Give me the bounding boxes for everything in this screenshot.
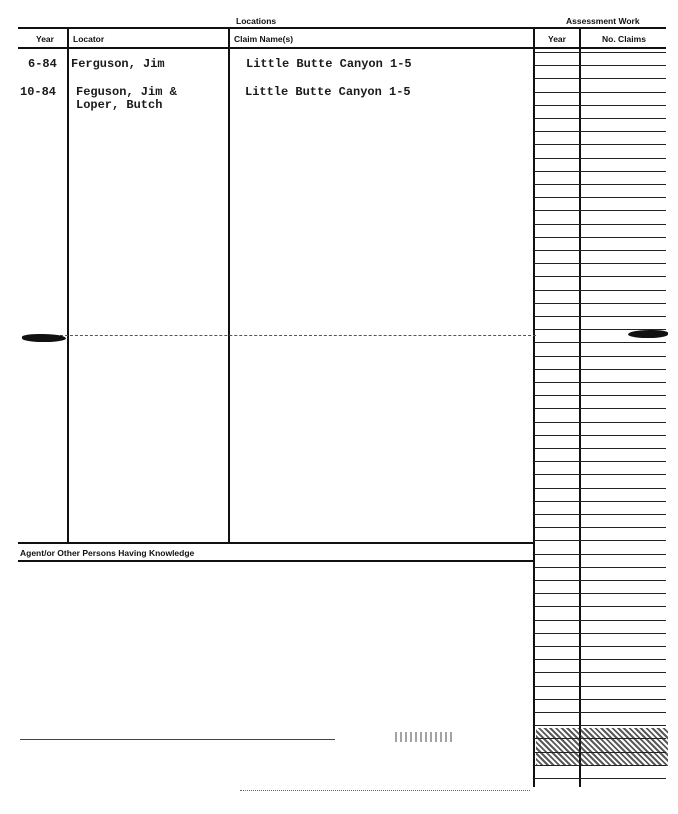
- assessment-row-line: [534, 224, 666, 225]
- assessment-row-line: [534, 659, 666, 660]
- assessment-row-line: [534, 435, 666, 436]
- year-column-header: Year: [36, 34, 54, 44]
- assessment-row-line: [534, 501, 666, 502]
- assessment-row-line: [534, 382, 666, 383]
- header-bottom-border: [18, 47, 666, 49]
- assessment-row-line: [534, 369, 666, 370]
- assessment-row-line: [534, 527, 666, 528]
- assessment-row-line: [534, 606, 666, 607]
- assessment-row-line: [534, 342, 666, 343]
- assessment-row-line: [534, 158, 666, 159]
- agent-top-border: [18, 542, 534, 544]
- left-marker: [22, 334, 66, 342]
- assessment-row-line: [534, 250, 666, 251]
- assessment-row-line: [534, 356, 666, 357]
- assessment-work-header: Assessment Work: [566, 16, 640, 26]
- row-2-claim: Little Butte Canyon 1-5: [245, 85, 411, 99]
- assessment-row-line: [534, 672, 666, 673]
- assessment-row-line: [534, 752, 666, 753]
- assessment-row-line: [534, 184, 666, 185]
- bottom-rule-left: [20, 739, 335, 740]
- claim-names-column-header: Claim Name(s): [234, 34, 294, 44]
- assessment-row-line: [534, 197, 666, 198]
- assessment-row-line: [534, 52, 666, 53]
- assessment-row-line: [534, 92, 666, 93]
- no-claims-column-header: No. Claims: [602, 34, 646, 44]
- row-1-claim: Little Butte Canyon 1-5: [246, 57, 412, 71]
- row-1-year: 6-84: [28, 57, 57, 71]
- assessment-row-line: [534, 620, 666, 621]
- claim-divider: [228, 27, 230, 542]
- assessment-row-line: [534, 329, 666, 330]
- assessment-row-line: [534, 765, 666, 766]
- assessment-row-line: [534, 118, 666, 119]
- assessment-row-line: [534, 171, 666, 172]
- assessment-row-line: [534, 554, 666, 555]
- assessment-row-line: [534, 686, 666, 687]
- assessment-row-line: [534, 646, 666, 647]
- assessment-row-line: [534, 699, 666, 700]
- assessment-row-line: [534, 514, 666, 515]
- assessment-row-line: [534, 131, 666, 132]
- scan-noise-left: [395, 732, 455, 742]
- assessment-row-line: [534, 290, 666, 291]
- bottom-dash-row: [240, 790, 530, 791]
- locations-header: Locations: [236, 16, 277, 26]
- top-border: [18, 27, 666, 29]
- assessment-row-line: [534, 633, 666, 634]
- assessment-row-line: [534, 105, 666, 106]
- row-2-locator-line-2: Loper, Butch: [76, 98, 163, 112]
- locator-column-header: Locator: [73, 34, 105, 44]
- assessment-row-line: [534, 488, 666, 489]
- assessment-row-line: [534, 461, 666, 462]
- assessment-row-line: [534, 778, 666, 779]
- assessment-row-line: [534, 65, 666, 66]
- mid-separator: [60, 335, 536, 336]
- assessment-row-line: [534, 276, 666, 277]
- assessment-row-line: [534, 474, 666, 475]
- assessment-row-line: [534, 78, 666, 79]
- assessment-row-line: [534, 395, 666, 396]
- assessment-row-line: [534, 316, 666, 317]
- assessment-row-line: [534, 422, 666, 423]
- assessment-row-line: [534, 580, 666, 581]
- assessment-row-line: [534, 303, 666, 304]
- assessment-row-line: [534, 263, 666, 264]
- locator-divider: [67, 27, 69, 542]
- assessment-row-line: [534, 725, 666, 726]
- row-2-year: 10-84: [20, 85, 57, 99]
- assessment-row-line: [534, 738, 666, 739]
- assessment-row-line: [534, 144, 666, 145]
- assessment-row-line: [534, 408, 666, 409]
- scan-noise-right: [536, 728, 668, 766]
- assessment-year-column-header: Year: [548, 34, 566, 44]
- assessment-row-line: [534, 448, 666, 449]
- assessment-row-line: [534, 237, 666, 238]
- agent-section-label: Agent/or Other Persons Having Knowledge: [20, 548, 195, 558]
- assessment-row-line: [534, 567, 666, 568]
- agent-label-underline: [18, 560, 534, 562]
- row-1-locator: Ferguson, Jim: [71, 57, 165, 71]
- assessment-row-line: [534, 712, 666, 713]
- assessment-row-line: [534, 540, 666, 541]
- row-2-locator: Feguson, Jim &: [76, 85, 177, 99]
- right-marker: [628, 330, 668, 338]
- assessment-row-line: [534, 593, 666, 594]
- assessment-row-line: [534, 210, 666, 211]
